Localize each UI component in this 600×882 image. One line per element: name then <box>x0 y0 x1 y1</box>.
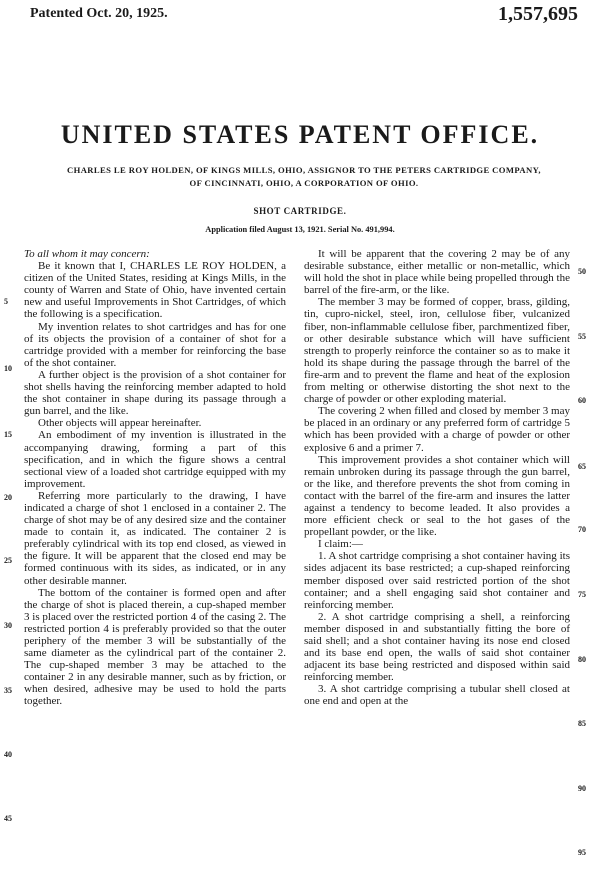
paragraph: Other objects will appear hereinafter. <box>38 417 202 430</box>
claim: 1. A shot cartridge comprising a shot container having its sides adjacent its base restricted; a cup-shaped reinforcing member disposed over said restricted portion of the shot container; and a shell engaging said shot container and reinforcing member. <box>304 550 570 611</box>
left-column <box>24 248 286 708</box>
patent-number: 1,557,695 <box>498 3 578 25</box>
patent-date: Patented Oct. 20, 1925. <box>30 6 168 21</box>
line-number: 95 <box>578 848 586 857</box>
line-number: 15 <box>4 430 12 439</box>
paragraph: An embodiment of my invention is illustrated in the accompanying drawing, forming a part of this specification, and in which the figure shows a central sectional view of a loaded shot cartridge equipped with my improvement. <box>24 429 286 490</box>
line-number: 45 <box>4 814 12 823</box>
line-number: 60 <box>578 396 586 405</box>
line-number: 30 <box>4 621 12 630</box>
line-number: 40 <box>4 750 12 759</box>
line-number: 75 <box>578 590 586 599</box>
claim: 3. A shot cartridge comprising a tubular shell closed at one end and open at the <box>304 683 570 708</box>
line-number: 25 <box>4 556 12 565</box>
paragraph: Be it known that I, CHARLES LE ROY HOLDEN, a citizen of the United States, residing at Kings Mills, in the county of Warren and State of Ohio, have invented certain new and useful Improvements in Shot Cartridges, of which the following is a specification. <box>24 260 286 321</box>
paragraph: My invention relates to shot cartridges and has for one of its objects the provision of a container of shot for a cartridge provided with a member for reinforcing the base of the shot container. <box>24 320 286 369</box>
line-number: 10 <box>4 364 12 373</box>
line-number: 55 <box>578 332 586 341</box>
inventor-line: CHARLES LE ROY HOLDEN, OF KINGS MILLS, OHIO, ASSIGNOR TO THE PETERS CARTRIDGE COMPANY, OF CINCINNATI, OHIO, A CORPORATION OF OHIO. <box>67 165 541 188</box>
claims-heading: I claim:— <box>318 538 363 551</box>
paragraph: This improvement provides a shot container which will remain unbroken during its passage through the gun barrel, or the like, and therefore prevents the shot from coming in contact with the barrel of the fire-arm and insures the latter against a tendency to become leaded. It also provides a more efficient check or seal to the hot gases of the propellant powder, or the like. <box>304 453 570 539</box>
line-number: 90 <box>578 784 586 793</box>
salutation: To all whom it may concern: <box>24 248 150 260</box>
application-line: Application filed August 13, 1921. Serial No. 491,994. <box>205 225 395 234</box>
line-number: 5 <box>4 297 8 306</box>
line-number: 85 <box>578 719 586 728</box>
office-title: UNITED STATES PATENT OFFICE. <box>60 120 540 149</box>
paragraph: The member 3 may be formed of copper, brass, gilding, tin, cupro-nickel, steel, iron, cellulose fiber, vulcanized fiber, non-inflammable cellulose fiber, parchmentized fiber, or other desirable substance which will have sufficient strength to properly reinforce the container so as to make it hold its shape during the passage through the barrel of the fire-arm and to prevent the flame and heat of the explosion from melting or otherwise distorting the shot next to the charge of powder or other exploding material. <box>304 296 570 406</box>
line-number: 70 <box>578 525 586 534</box>
line-number: 80 <box>578 655 586 664</box>
line-number: 35 <box>4 686 12 695</box>
paragraph: The bottom of the container is formed open and after the charge of shot is placed therein, a cup-shaped member 3 is placed over the restricted portion 4 of the casing 2. The restricted portion 4 is preferably provided so that the outer periphery of the member 3 will be substantially of the same diameter as the cylindrical part of the container 2. The cup-shaped member 3 may be attached to the container 2 in any desirable manner, such as by friction, or when desired, adhesive may be used to hold the parts together. <box>24 586 286 708</box>
paragraph: A further object is the provision of a shot container for shot shells having the reinforcing member adapted to hold the shot container in shape during its passage through a gun barrel, and the like. <box>24 368 286 418</box>
line-number: 20 <box>4 493 12 502</box>
line-number: 50 <box>578 267 586 276</box>
claim: 2. A shot cartridge comprising a shell, a reinforcing member disposed in and substantially fitting the bore of said shell; and a shot container having its nose end closed and its base end open, the walls of said shot container adjacent its base being restricted and disposed within said reinforcing member. <box>304 610 570 684</box>
line-number: 65 <box>578 462 586 471</box>
paragraph: It will be apparent that the covering 2 may be of any desirable substance, either metallic or non-metallic, which will hold the shot in place while being propelled through the barrel of the fire-arm, or the like. <box>304 248 570 297</box>
right-column <box>304 248 570 708</box>
invention-title: SHOT CARTRIDGE. <box>253 206 347 216</box>
paragraph: The covering 2 when filled and closed by member 3 may be placed in an ordinary or any preferred form of cartridge 5 which has been provided with a charge of powder or other explosive 6 and a primer 7. <box>304 405 571 454</box>
paragraph: Referring more particularly to the drawing, I have indicated a charge of shot 1 enclosed in a container 2. The charge of shot may be of any desired size and the container made to contain it, as indicated. The container 2 is preferably cylindrical with its top end closed, as viewed in the figure. It will be apparent that the closed end may be formed continuous with its sides, as indicated, or in any other desirable manner. <box>24 489 286 587</box>
